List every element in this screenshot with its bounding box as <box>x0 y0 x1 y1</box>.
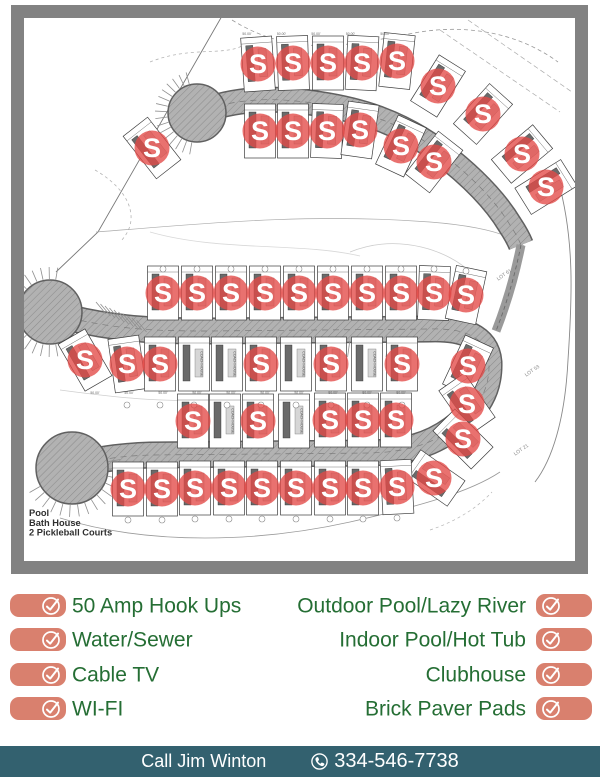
lot-available <box>279 394 310 448</box>
circled-check-icon <box>540 664 562 686</box>
sold-badge <box>245 471 280 506</box>
sold-badge <box>346 471 381 506</box>
cul-de-sac <box>30 432 121 517</box>
svg-text:S: S <box>283 48 303 78</box>
svg-text:S: S <box>357 278 377 308</box>
sold-badge <box>248 276 283 311</box>
sold-badge <box>379 403 414 438</box>
sold-badge <box>176 404 211 439</box>
map-legend-line: Bath House <box>29 517 81 528</box>
svg-text:S: S <box>428 71 448 101</box>
svg-text:50.00': 50.00' <box>311 32 321 36</box>
amenity-label: 50 Amp Hook Ups <box>72 594 242 618</box>
circled-check-icon <box>540 595 562 617</box>
svg-text:S: S <box>536 172 556 202</box>
svg-text:S: S <box>453 424 473 454</box>
amenity-label: Indoor Pool/Hot Tub <box>339 628 526 652</box>
svg-text:S: S <box>353 473 373 503</box>
sold-badge <box>279 471 314 506</box>
amenity-row <box>0 628 600 652</box>
sold-badge <box>417 461 452 496</box>
amenity-label: Outdoor Pool/Lazy River <box>297 594 526 618</box>
svg-text:COACH HOUSE: COACH HOUSE <box>232 351 237 377</box>
amenity-check-pill <box>10 628 66 651</box>
svg-text:S: S <box>152 474 172 504</box>
svg-text:S: S <box>185 473 205 503</box>
sold-badge <box>282 276 317 311</box>
sold-badge <box>241 404 276 439</box>
sold-badge <box>135 131 170 166</box>
map-legend-line: Pool <box>29 508 50 518</box>
lot-available <box>210 394 241 448</box>
circled-check-icon <box>40 664 62 686</box>
sold-badge <box>451 349 486 384</box>
svg-text:S: S <box>320 473 340 503</box>
svg-text:50.00': 50.00' <box>396 391 406 395</box>
svg-text:S: S <box>286 473 306 503</box>
circled-check-icon <box>40 595 62 617</box>
sold-badge <box>417 276 452 311</box>
sold-badge <box>449 278 484 313</box>
svg-text:COACH HOUSE: COACH HOUSE <box>230 408 235 434</box>
sold-badge <box>345 46 380 81</box>
svg-text:50.00': 50.00' <box>158 391 168 395</box>
svg-text:50.00': 50.00' <box>226 391 236 395</box>
svg-text:S: S <box>321 349 341 379</box>
svg-text:S: S <box>183 406 203 436</box>
amenity-check-pill <box>536 663 592 686</box>
amenity-row <box>0 594 600 618</box>
sold-badge <box>310 114 345 149</box>
sold-badge <box>313 403 348 438</box>
sold-badge <box>446 422 481 457</box>
sold-badge <box>214 276 249 311</box>
amenity-check-pill <box>536 628 592 651</box>
sold-badge <box>350 276 385 311</box>
sold-badge <box>505 137 540 172</box>
svg-text:S: S <box>424 147 444 177</box>
sold-badge <box>529 170 564 205</box>
sold-badge <box>180 276 215 311</box>
svg-text:S: S <box>392 349 412 379</box>
map-legend <box>29 508 112 538</box>
svg-text:S: S <box>255 278 275 308</box>
circled-check-icon <box>40 698 62 720</box>
lot-label: LOT 53 <box>523 363 541 379</box>
sold-badge <box>68 343 103 378</box>
sold-badge <box>276 46 311 81</box>
sold-badge <box>243 114 278 149</box>
svg-text:S: S <box>318 48 338 78</box>
svg-text:S: S <box>473 99 493 129</box>
lot-available <box>352 337 383 391</box>
lot-available <box>281 337 312 391</box>
svg-text:50.00': 50.00' <box>260 391 270 395</box>
svg-text:S: S <box>117 349 137 379</box>
sold-badge <box>145 472 180 507</box>
circled-check-icon <box>40 629 62 651</box>
svg-text:S: S <box>353 405 373 435</box>
amenity-label: Water/Sewer <box>72 628 193 652</box>
svg-text:50.00': 50.00' <box>294 391 304 395</box>
svg-text:S: S <box>118 474 138 504</box>
svg-text:S: S <box>391 131 411 161</box>
svg-text:S: S <box>457 389 477 419</box>
amenity-label: WI-FI <box>72 697 124 721</box>
svg-text:S: S <box>323 278 343 308</box>
footer-phone-number: 334-546-7738 <box>334 750 459 772</box>
sold-badge <box>111 472 146 507</box>
svg-text:50.00': 50.00' <box>380 32 390 36</box>
circled-check-icon <box>540 629 562 651</box>
svg-text:50.00': 50.00' <box>345 32 356 36</box>
sold-badge <box>276 114 311 149</box>
svg-text:S: S <box>289 278 309 308</box>
phone-icon <box>310 752 329 771</box>
svg-text:50.00': 50.00' <box>124 391 134 395</box>
amenity-label: Brick Paver Pads <box>364 697 526 721</box>
svg-text:S: S <box>317 116 337 146</box>
svg-text:S: S <box>187 278 207 308</box>
sold-badge <box>313 471 348 506</box>
amenity-check-pill <box>536 594 592 617</box>
svg-text:50.00': 50.00' <box>192 391 202 395</box>
amenity-check-pill <box>536 697 592 720</box>
svg-text:S: S <box>252 473 272 503</box>
sold-badge <box>466 97 501 132</box>
svg-text:S: S <box>153 278 173 308</box>
sold-badge <box>143 347 178 382</box>
circled-check-icon <box>540 698 562 720</box>
svg-text:COACH HOUSE: COACH HOUSE <box>299 408 304 434</box>
svg-text:S: S <box>456 280 476 310</box>
amenity-label: Cable TV <box>72 663 160 687</box>
sold-badge <box>178 471 213 506</box>
sold-badge <box>385 347 420 382</box>
svg-text:S: S <box>387 472 407 502</box>
sold-badge <box>244 347 279 382</box>
svg-text:S: S <box>250 116 270 146</box>
amenity-check-pill <box>10 697 66 720</box>
svg-text:S: S <box>458 351 478 381</box>
svg-text:50.00': 50.00' <box>276 32 287 36</box>
svg-text:50.00': 50.00' <box>362 391 372 395</box>
svg-text:S: S <box>283 116 303 146</box>
sold-badge <box>450 387 485 422</box>
svg-text:S: S <box>350 115 370 145</box>
sold-badge <box>384 276 419 311</box>
sold-badge <box>314 347 349 382</box>
svg-text:COACH HOUSE: COACH HOUSE <box>199 351 204 377</box>
svg-text:S: S <box>352 48 372 78</box>
svg-text:COACH HOUSE: COACH HOUSE <box>301 351 306 377</box>
sold-badge <box>110 347 145 382</box>
sold-badge <box>384 129 419 164</box>
svg-text:S: S <box>248 406 268 436</box>
map-legend-line: 2 Pickleball Courts <box>29 527 113 538</box>
site-plan-svg <box>24 18 575 561</box>
svg-text:S: S <box>386 405 406 435</box>
sold-badge <box>380 44 415 79</box>
svg-text:50.00': 50.00' <box>90 391 100 395</box>
sold-badge <box>316 276 351 311</box>
site-plan-map <box>11 5 588 574</box>
svg-text:S: S <box>248 49 268 79</box>
sold-badge <box>241 47 276 82</box>
amenity-label: Clubhouse <box>425 663 526 687</box>
amenity-row <box>0 663 600 687</box>
sold-badge <box>380 470 415 505</box>
svg-text:S: S <box>320 405 340 435</box>
sold-badge <box>417 145 452 180</box>
svg-text:S: S <box>221 278 241 308</box>
svg-text:S: S <box>251 349 271 379</box>
footer-call-label: Call Jim Winton <box>141 751 267 771</box>
lot-available <box>212 337 243 391</box>
svg-text:S: S <box>512 139 532 169</box>
svg-text:COACH HOUSE: COACH HOUSE <box>372 351 377 377</box>
svg-text:S: S <box>75 345 95 375</box>
sold-badge <box>421 69 456 104</box>
lot-available <box>179 337 210 391</box>
footer-bar <box>0 746 600 777</box>
sold-badge <box>311 46 346 81</box>
lot-label: LOT 21 <box>512 442 530 458</box>
svg-text:S: S <box>219 473 239 503</box>
sold-badge <box>212 471 247 506</box>
svg-text:S: S <box>424 463 444 493</box>
sold-badge <box>343 113 378 148</box>
svg-text:S: S <box>424 278 444 308</box>
sold-badge <box>146 276 181 311</box>
svg-text:S: S <box>391 278 411 308</box>
amenity-check-pill <box>10 594 66 617</box>
amenity-row <box>0 697 600 721</box>
svg-text:S: S <box>387 46 407 76</box>
sold-badge <box>346 403 381 438</box>
svg-text:S: S <box>150 349 170 379</box>
svg-text:50.00': 50.00' <box>242 32 252 36</box>
svg-text:S: S <box>142 133 162 163</box>
amenity-check-pill <box>10 663 66 686</box>
svg-text:50.00': 50.00' <box>328 391 338 395</box>
footer-phone-group[interactable] <box>310 750 459 773</box>
lot-label: LOT 61 <box>495 267 513 283</box>
